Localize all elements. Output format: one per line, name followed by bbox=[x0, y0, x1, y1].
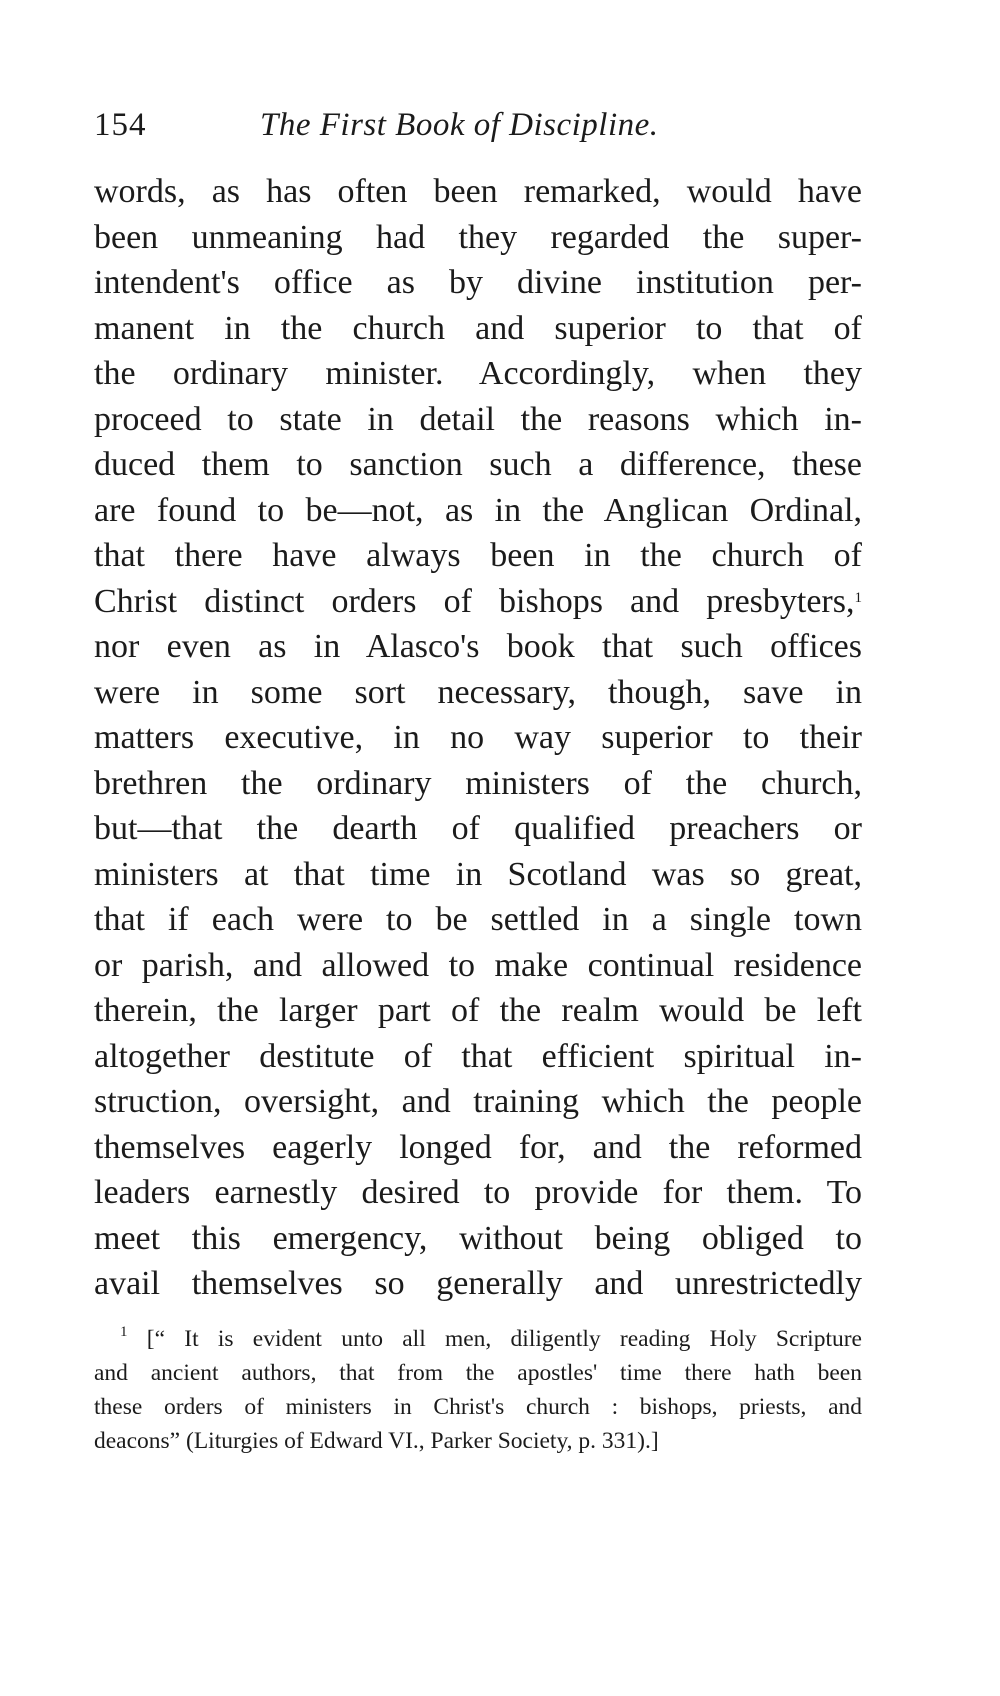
body-text bbox=[94, 169, 862, 1307]
text-line: are found to be—not, as in the Anglican Ordinal, bbox=[94, 491, 862, 529]
text-line: were in some sort necessary, though, save in bbox=[94, 673, 862, 711]
text-line-content: Christ distinct orders of bishops and presbyters, bbox=[94, 582, 855, 620]
page-number: 154 bbox=[94, 107, 147, 143]
footnote-line: these orders of ministers in Christ's church : bishops, priests, and bbox=[94, 1394, 862, 1420]
text-line: struction, oversight, and training which the people bbox=[94, 1083, 862, 1120]
footnote-line: deacons” (Liturgies of Edward VI., Parker Society, p. 331).] bbox=[94, 1428, 659, 1454]
footnote-line bbox=[94, 1322, 862, 1356]
footnote-marker: 1 bbox=[120, 1324, 128, 1340]
running-title: The First Book of Discipline. bbox=[260, 107, 659, 143]
text-line: been unmeaning had they regarded the super- bbox=[94, 218, 862, 256]
running-header bbox=[94, 100, 864, 150]
text-line-with-footnote-ref bbox=[94, 579, 862, 625]
text-line: words, as has often been remarked, would have bbox=[94, 173, 862, 210]
text-line: meet this emergency, without being obliged to bbox=[94, 1219, 862, 1257]
text-line: but—that the dearth of qualified preachers or bbox=[94, 810, 862, 847]
text-line: the ordinary minister. Accordingly, when they bbox=[94, 355, 862, 392]
footnote-reference: 1 bbox=[854, 589, 862, 606]
text-line: therein, the larger part of the realm would be left bbox=[94, 992, 862, 1029]
text-line: duced them to sanction such a difference, these bbox=[94, 446, 862, 483]
text-line: leaders earnestly desired to provide for them. To bbox=[94, 1174, 862, 1211]
footnote-line: and ancient authors, that from the apostles' time there hath been bbox=[94, 1360, 862, 1386]
text-line: nor even as in Alasco's book that such offices bbox=[94, 628, 862, 665]
text-line: themselves eagerly longed for, and the reformed bbox=[94, 1128, 862, 1166]
text-line: that if each were to be settled in a single town bbox=[94, 901, 862, 938]
text-line: that there have always been in the church of bbox=[94, 537, 862, 574]
text-line: or parish, and allowed to make continual residence bbox=[94, 946, 862, 984]
text-line: avail themselves so generally and unrestrictedly bbox=[94, 1265, 862, 1302]
footnote-line-content: [“ It is evident unto all men, diligently reading Holy Scripture bbox=[146, 1326, 862, 1352]
text-line: intendent's office as by divine institution per- bbox=[94, 264, 862, 301]
text-line: proceed to state in detail the reasons which in- bbox=[94, 400, 862, 438]
footnote bbox=[94, 1322, 862, 1458]
text-line: altogether destitute of that efficient spiritual in- bbox=[94, 1037, 862, 1075]
text-line: manent in the church and superior to that of bbox=[94, 309, 862, 347]
text-line: brethren the ordinary ministers of the church, bbox=[94, 764, 862, 802]
text-line: ministers at that time in Scotland was so great, bbox=[94, 855, 862, 893]
text-line: matters executive, in no way superior to their bbox=[94, 719, 862, 756]
